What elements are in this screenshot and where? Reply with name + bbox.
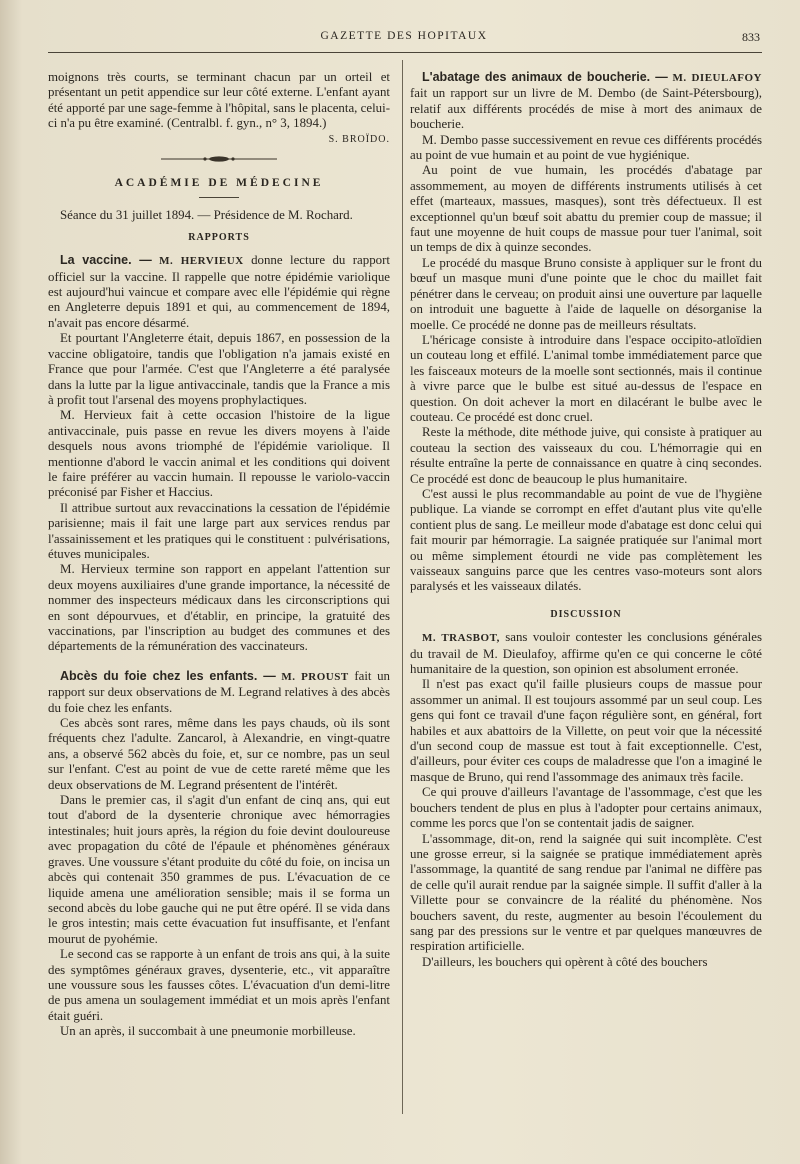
- paragraph: L'héricage consiste à introduire dans l'espace occipito-atloïdien un couteau long et effilé. L'animal tombe immédiatement parce que les faisceaux moteurs de la moelle sont sectionnés, mais il continue à vivre parce que le bulbe est situé au-dessus de l'espace en question. On doit achever la mort en dilacérant le bulbe avec le couteau. Ce procédé est donc cruel.: [410, 332, 762, 424]
- spacer: [48, 655, 390, 669]
- left-column: [48, 70, 390, 1040]
- section-title: ACADÉMIE DE MÉDECINE: [114, 177, 324, 190]
- paragraph: [410, 630, 762, 677]
- paragraph: Ce qui prouve d'ailleurs l'avantage de l'assommage, c'est que les bouchers tendent de plus en plus à l'adopter pour certains animaux, comme les porcs que l'on se contentait jadis de saigner.: [410, 785, 762, 831]
- article-heading: Abcès du foie chez les enfants. —: [60, 668, 276, 683]
- journal-title: GAZETTE DES HOPITAUX: [320, 30, 488, 42]
- paragraph: moignons très courts, se terminant chacun par un orteil et présentant un petit appendice sur leur côté externe. L'enfant ayant été apporté par une sage-femme à l'hôpital, sans le placenta, celui-ci n'a pu être examiné. (Centralbl. f. gyn., n° 3, 1894.): [48, 70, 390, 131]
- short-rule: [199, 197, 239, 198]
- paragraph: Ces abcès sont rares, même dans les pays chauds, où ils sont fréquents chez l'adulte. Zancarol, à Alexandrie, en vingt-quatre ans, a observé 562 abcès du foie, et, sur ce nombre, pas un seul sur l'enfant. C'est au point de vue de cette rareté même que les deux observations de M. Legrand présentent de l'intérêt.: [48, 716, 390, 792]
- author-name: M. DIEULAFOY: [672, 72, 762, 84]
- paragraph: Un an après, il succombait à une pneumonie morbilleuse.: [60, 1024, 356, 1039]
- article-heading: La vaccine. —: [60, 253, 152, 268]
- paragraph: L'assommage, dit-on, rend la saignée qui suit incomplète. C'est une grosse erreur, si la saignée se pratique immédiatement après l'assommage, la quantité de sang rendue par l'animal ne diffère pas de celle qu'il aurait rendue par la saignée simple. Il suffit d'aller à la Villette pour se convaincre de la réalité du phénomène. Nos bouchers savent, du reste, augmenter au besoin l'écoulement du sang par des pressions sur le ventre et par quelques manœuvres de respiration artificielle.: [410, 831, 762, 954]
- paragraph-text: fait un rapport sur deux observations de M. Legrand relatives à des abcès du foie chez les enfants.: [48, 668, 390, 715]
- author-name: M. HERVIEUX: [159, 255, 244, 268]
- subheading-rapports: RAPPORTS: [188, 231, 250, 243]
- paragraph: Il n'est pas exact qu'il faille plusieurs coups de massue pour assommer un animal. Il est toujours assommé par un seul coup. Les gens qui font ce travail d'une façon régulière sont, en général, fort habiles et aux abattoirs de la Villette, on peut voir que la nécessité d'un second coup de massue est tout à fait exceptionnelle. C'est, d'ailleurs, pour éviter ces coups de maladresse que l'on a imaginé le masque de Bruno, qui rend l'assommage des animaux très facile.: [410, 677, 762, 784]
- paragraph: Dans le premier cas, il s'agit d'un enfant de cinq ans, qui eut tout d'abord de la dysenterie chronique avec hémorragies intestinales; huit jours après, la région du foie devint douloureuse avec propagation du côté de l'épaule et phénomènes généraux graves. Une voussure s'étant produite du côté du foie, on incisa un abcès qui contenait 350 grammes de pus. L'évacuation de ce liquide amena une amélioration sensible; mais il se forma un second abcès du lobe gauche qui ne put être opéré. Il se vida dans le gros intestin; mais cette évacuation fut insuffisante, et l'enfant mourut de pyohémie.: [48, 793, 390, 946]
- paragraph: C'est aussi le plus recommandable au point de vue de l'hygiène publique. La viande se corrompt en effet d'autant plus vite qu'elle contient plus de sang. Le meilleur mode d'abatage est donc celui qui fait mourir par hémorragie. La saignée pratiquée sur l'animal mort ou même simplement étourdi ne vide pas complètement les vaisseaux sanguins parce que les centres vaso-moteurs sont alors paralysés et les vaisseaux dilatés.: [410, 486, 762, 594]
- subheading-discussion: DISCUSSION: [550, 608, 622, 620]
- paragraph: M. Hervieux termine son rapport en appelant l'attention sur deux moyens auxiliaires d'une grande importance, la nécessité de nommer des inspecteurs médicaux dans les circonscriptions qui en sont dépourvues, et d'établir, en principe, la gratuité des vaccinations, par l'inscription au budget des communes et des départements de la rémunération des vaccinateurs.: [48, 562, 390, 654]
- paragraph: [48, 669, 390, 716]
- author-name: M. TRASBOT,: [422, 632, 500, 645]
- article-heading: L'abatage des animaux de boucherie. —: [422, 70, 668, 84]
- page-number: 833: [742, 30, 760, 44]
- paragraph: Au point de vue humain, les procédés d'abatage par assommement, au moyen de différents instruments utilisés à cet effet (marteaux, massues, masques), sont très défectueux. Il est exceptionnel qu'un bœuf soit abattu du premier coup de massue; il faut une moyenne de huit coups de massue pour tuer l'animal, soit un temps de dix à quinze secondes.: [410, 163, 762, 255]
- paragraph: [48, 253, 390, 331]
- ornament-divider: [48, 152, 390, 162]
- column-divider: [402, 60, 403, 1114]
- paragraph: Reste la méthode, dite méthode juive, qui consiste à pratiquer au couteau la section des vaisseaux du cou. L'hémorragie qui en résulte entraîne la perte de connaissance en quatre à cinq secondes. Ce procédé est donc de beaucoup le plus humanitaire.: [410, 425, 762, 486]
- paragraph: [410, 70, 762, 133]
- paragraph: M. Hervieux fait à cette occasion l'histoire de la ligue antivaccinale, puis passe en revue les divers moyens à l'aide desquels nous avons triomphé de l'épidémie variolique. Il mentionne d'abord le vaccin animal et les conditions qui doivent le faire préférer au vaccin humain. Il repousse le variolo-vaccin préconisé par Fisher et Haccius.: [48, 408, 390, 500]
- paragraph: D'ailleurs, les bouchers qui opèrent à côté des bouchers: [422, 954, 708, 969]
- session-line: Séance du 31 juillet 1894. — Présidence de M. Rochard.: [60, 208, 353, 223]
- paragraph: Et pourtant l'Angleterre était, depuis 1867, en possession de la vaccine obligatoire, tandis que l'obligation n'a jamais existé en France que pour l'armée. C'est que l'Angleterre a été paralysée dans la lutte par la ligue antivaccinale, tandis que la France a mis à profit tout l'arsenal des moyens prophylactiques.: [48, 331, 390, 407]
- paragraph-text: donne lecture du rapport officiel sur la vaccine. Il rappelle que notre épidémie variolique est aujourd'hui vaincue et compare avec elle l'épidémie qui règne en Angleterre depuis 1891 et qui, au commencement de 1894, n'avait pas encore désarmé.: [48, 253, 390, 330]
- paragraph-text: fait un rapport sur un livre de M. Dembo (de Saint-Pétersbourg), relatif aux différents procédés de mise à mort des animaux de boucherie.: [410, 86, 762, 132]
- right-column: [410, 70, 762, 970]
- paragraph-text: sans vouloir contester les conclusions générales du travail de M. Dieulafoy, affirme qu'en ce qui concerne le côté humanitaire de la question, son opinion est absolument erronée.: [410, 630, 762, 677]
- running-head: [48, 30, 760, 50]
- paragraph: Il attribue surtout aux revaccinations la cessation de l'épidémie parisienne; mais il fait une large part aux services rendus par l'assainissement et les pratiques qui le constituent : pulvérisations, étuves municipales.: [48, 500, 390, 561]
- paragraph: Le procédé du masque Bruno consiste à appliquer sur le front du bœuf un masque muni d'une pointe que le choc du maillet fait pénétrer dans le cerveau; on produit ainsi une ouverture par laquelle on introduit une baguette à l'aide de laquelle on désorganise la moelle. Ce procédé ne donne pas de meilleurs résultats.: [410, 255, 762, 332]
- header-rule: [48, 52, 762, 53]
- author-name: M. PROUST: [281, 670, 349, 683]
- paragraph: M. Dembo passe successivement en revue ces différents procédés au point de vue humain et au point de vue hygiénique.: [410, 132, 762, 163]
- signature: S. BROÏDO.: [328, 133, 390, 145]
- paragraph: Le second cas se rapporte à un enfant de trois ans qui, à la suite des symptômes généraux graves, dysenterie, etc., vit apparaître une voussure sous les fausses côtes. L'évacuation d'un demi-litre de pus amena un soulagement immédiat et un mois après l'enfant était guéri.: [48, 947, 390, 1023]
